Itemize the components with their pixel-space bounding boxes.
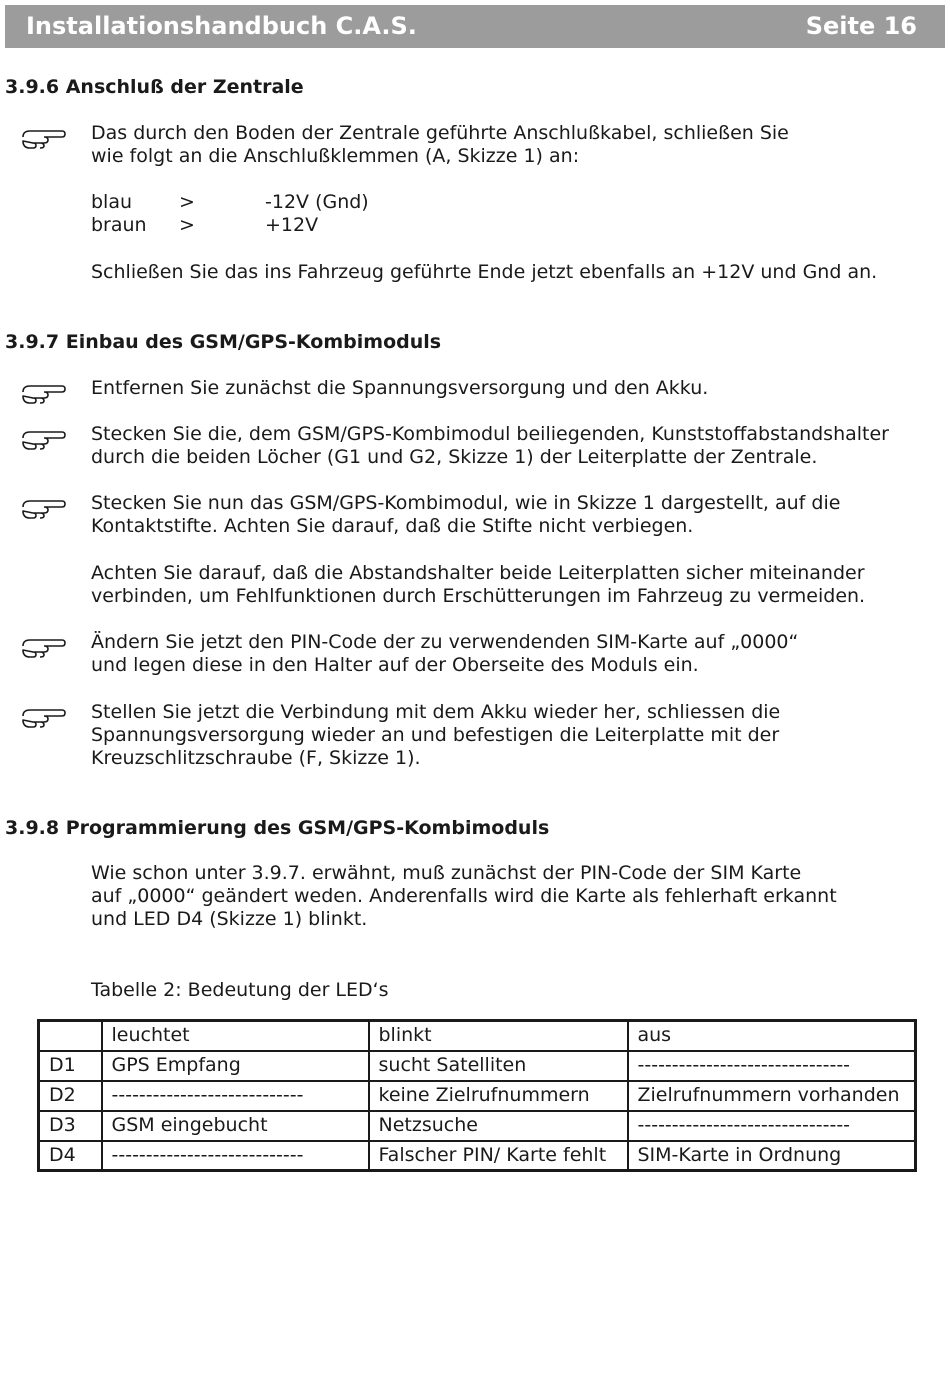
table-cell: D1 [39,1051,102,1081]
pointing-hand-icon [20,426,66,452]
pointing-hand-icon [20,704,66,730]
paragraph-line: Stecken Sie nun das GSM/GPS-Kombimodul, wie in Skizze 1 dargestellt, auf die [91,492,841,514]
table-cell: ------------------------------- [628,1111,916,1141]
section-heading-3-9-7: 3.9.7 Einbau des GSM/GPS-Kombimoduls [5,331,442,353]
header-cell: blinkt [369,1021,628,1051]
table-cell: Zielrufnummern vorhanden [628,1081,916,1111]
section-heading-3-9-6: 3.9.6 Anschluß der Zentrale [5,76,304,98]
table-cell: ---------------------------- [102,1081,369,1111]
paragraph-line: Das durch den Boden der Zentrale geführte Anschlußkabel, schließen Sie [91,122,789,144]
table-cell: D4 [39,1141,102,1171]
paragraph-line: auf „0000“ geändert weden. Anderenfalls wird die Karte als fehlerhaft erkannt [91,885,837,907]
paragraph-line: und LED D4 (Skizze 1) blinkt. [91,908,368,930]
paragraph-line: verbinden, um Fehlfunktionen durch Erschütterungen im Fahrzeug zu vermeiden. [91,585,866,607]
table-cell: SIM-Karte in Ordnung [628,1141,916,1171]
wire-arrow: > [179,214,195,236]
table-row [39,1111,916,1141]
pointing-hand-icon [20,495,66,521]
table-row [39,1051,916,1081]
wire-value: +12V [265,214,319,236]
paragraph-line: Stellen Sie jetzt die Verbindung mit dem Akku wieder her, schliessen die [91,701,781,723]
pointing-hand-icon [20,634,66,660]
paragraph-line: Ändern Sie jetzt den PIN-Code der zu verwendenden SIM-Karte auf „0000“ [91,631,799,653]
page-number: Seite 16 [805,12,917,40]
header-cell: leuchtet [102,1021,369,1051]
pointing-hand-icon [20,125,66,151]
pointing-hand-icon [20,380,66,406]
table-cell: GPS Empfang [102,1051,369,1081]
header-cell: aus [628,1021,916,1051]
table-cell: Netzsuche [369,1111,628,1141]
table-cell: ---------------------------- [102,1141,369,1171]
paragraph-line: Schließen Sie das ins Fahrzeug geführte Ende jetzt ebenfalls an +12V und Gnd an. [91,261,878,283]
paragraph-line: Stecken Sie die, dem GSM/GPS-Kombimodul beiliegenden, Kunststoffabstandshalter [91,423,889,445]
paragraph-line: Entfernen Sie zunächst die Spannungsversorgung und den Akku. [91,377,709,399]
table-header-row [39,1021,916,1051]
document-title: Installationshandbuch C.A.S. [26,12,417,40]
table-cell: D3 [39,1111,102,1141]
wire-arrow: > [179,191,195,213]
paragraph-line: Achten Sie darauf, daß die Abstandshalter beide Leiterplatten sicher miteinander [91,562,865,584]
wire-value: -12V (Gnd) [265,191,369,213]
table-cell: GSM eingebucht [102,1111,369,1141]
table-cell: D2 [39,1081,102,1111]
table-caption: Tabelle 2: Bedeutung der LED‘s [91,979,389,1001]
paragraph-line: Spannungsversorgung wieder an und befestigen die Leiterplatte mit der [91,724,780,746]
table-cell: keine Zielrufnummern [369,1081,628,1111]
paragraph-line: wie folgt an die Anschlußklemmen (A, Skizze 1) an: [91,145,580,167]
table-cell: ------------------------------- [628,1051,916,1081]
led-table [37,1019,917,1172]
section-heading-3-9-8: 3.9.8 Programmierung des GSM/GPS-Kombimoduls [5,817,550,839]
table-cell: Falscher PIN/ Karte fehlt [369,1141,628,1171]
table-cell: sucht Satelliten [369,1051,628,1081]
paragraph-line: Kreuzschlitzschraube (F, Skizze 1). [91,747,421,769]
paragraph-line: und legen diese in den Halter auf der Oberseite des Moduls ein. [91,654,699,676]
table-row [39,1141,916,1171]
table-row [39,1081,916,1111]
header-cell [39,1021,102,1051]
paragraph-line: Kontaktstifte. Achten Sie darauf, daß die Stifte nicht verbiegen. [91,515,694,537]
page-header [5,5,945,48]
wire-color: braun [91,214,147,236]
paragraph-line: durch die beiden Löcher (G1 und G2, Skizze 1) der Leiterplatte der Zentrale. [91,446,818,468]
wire-color: blau [91,191,133,213]
paragraph-line: Wie schon unter 3.9.7. erwähnt, muß zunächst der PIN-Code der SIM Karte [91,862,802,884]
